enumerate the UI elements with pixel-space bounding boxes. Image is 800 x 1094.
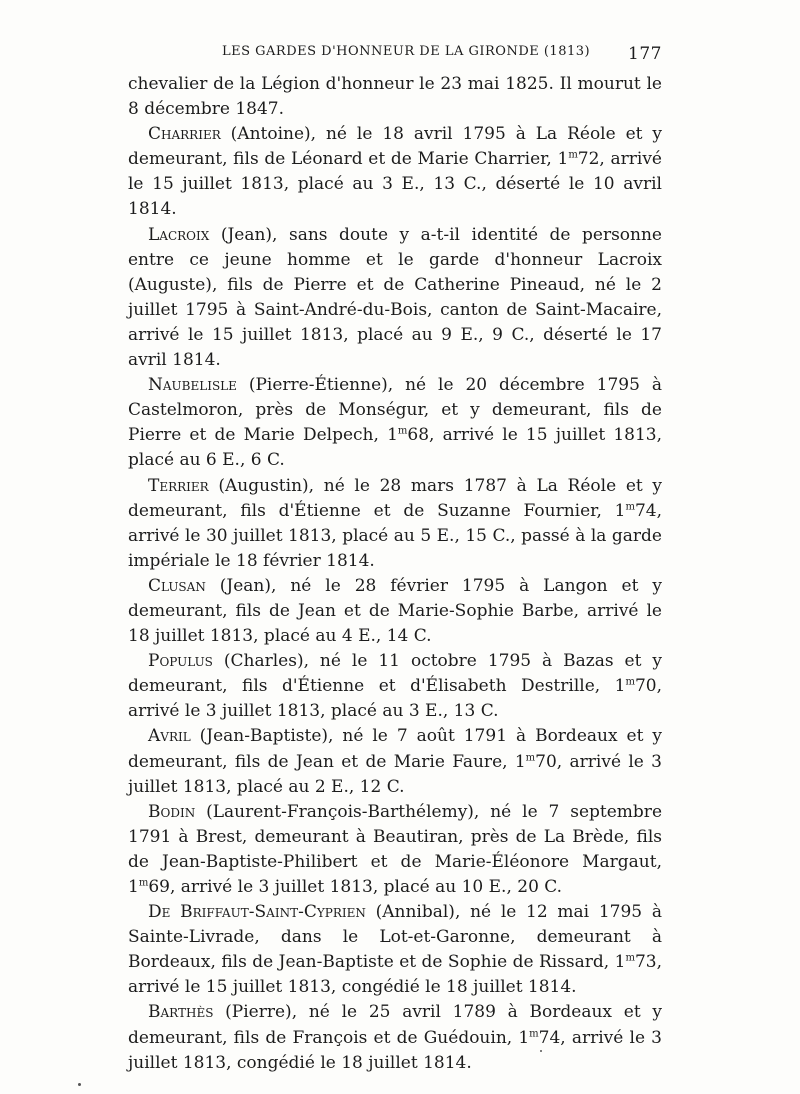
entry-sup: m <box>525 751 536 763</box>
entry-text-cont: 73, arrivé le 15 juillet 1813, congédié le 18 juillet 1814. <box>128 952 662 998</box>
entry-text: (Charles), né le 11 octobre 1795 à Bazas et y demeurant, fils d'Étienne et d'Élisabeth Destrille, 1 <box>128 651 662 697</box>
entry-text-cont: 74, arrivé le 30 juillet 1813, placé au 5 E., 15 C., passé à la garde impériale le 18 février 1814. <box>128 500 662 571</box>
entry-name: Lacroix <box>148 224 210 245</box>
text-body <box>128 72 662 1076</box>
entry-text-cont: 70, arrivé le 3 juillet 1813, placé au 2 E., 12 C. <box>128 751 662 797</box>
entry-name: Barthès <box>148 1002 214 1023</box>
entry-name: Populus <box>148 651 213 672</box>
entry-sup: m <box>138 877 149 889</box>
entry-name: Bodin <box>148 801 196 822</box>
entry-text: (Laurent-François-Barthélemy), né le 7 septembre 1791 à Brest, demeurant à Beautiran, près de La Brède, fils de Jean-Baptiste-Philibert et de Marie-Éléonore Margaut, 1 <box>128 801 662 897</box>
entry-paragraph <box>128 1000 662 1075</box>
entry-sup: m <box>625 952 635 964</box>
entry-text-cont: 69, arrivé le 3 juillet 1813, placé au 10 E., 20 C. <box>148 877 563 897</box>
entry-name: Clusan <box>148 575 206 596</box>
scan-speck <box>78 1083 81 1086</box>
entry-text: (Annibal), né le 12 mai 1795 à Sainte-Livrade, dans le Lot-et-Garonne, demeurant à Bordeaux, fils de Jean-Baptiste et de Sophie de Rissard, 1 <box>128 902 662 973</box>
entry-sup: m <box>625 676 635 688</box>
entry-paragraph <box>128 574 662 649</box>
entry-text: (Augustin), né le 28 mars 1787 à La Réole et y demeurant, fils d'Étienne et de Suzanne Fournier, 1 <box>128 475 662 521</box>
entry-paragraph <box>128 122 662 222</box>
entry-paragraph <box>128 900 662 1000</box>
entry-sup: m <box>568 149 578 161</box>
entry-text: (Antoine), né le 18 avril 1795 à La Réole et y demeurant, fils de Léonard et de Marie Charrier, 1 <box>128 124 662 170</box>
entry-name: Naubelisle <box>148 375 237 396</box>
entry-text-cont: 72, arrivé le 15 juillet 1813, placé au 3 E., 13 C., déserté le 10 avril 1814. <box>128 149 662 220</box>
entry-text: (Pierre-Étienne), né le 20 décembre 1795 à Castelmoron, près de Monségur, et y demeurant, fils de Pierre et de Marie Delpech, 1 <box>128 375 662 446</box>
entry-paragraph <box>128 474 662 574</box>
entry-paragraph <box>128 800 662 900</box>
entry-name: Charrier <box>148 124 221 145</box>
entry-text-cont: 70, arrivé le 3 juillet 1813, placé au 3 E., 13 C. <box>128 676 662 722</box>
entry-text: (Jean), sans doute y a-t-il identité de personne entre ce jeune homme et le garde d'honneur Lacroix (Auguste), fils de Pierre et de Catherine Pineaud, né le 2 juillet 1795 à Saint-André-du-Bois, canton de Saint-Macaire, arrivé le 15 juillet 1813, placé au 9 E., 9 C., déserté le 17 avril 1814. <box>128 224 662 371</box>
entry-paragraph <box>128 724 662 799</box>
entry-sup: m <box>625 500 635 512</box>
page-number: 177 <box>628 44 662 64</box>
entry-text: (Jean-Baptiste), né le 7 août 1791 à Bordeaux et y demeurant, fils de Jean et de Marie Faure, 1 <box>128 726 662 772</box>
scan-speck <box>540 1050 542 1052</box>
entry-sup: m <box>529 1027 539 1039</box>
entry-name: Avril <box>148 726 191 747</box>
entry-text-cont: 74, arrivé le 3 juillet 1813, congédié le 18 juillet 1814. <box>128 1027 662 1073</box>
entry-paragraph <box>128 223 662 374</box>
entry-text: (Pierre), né le 25 avril 1789 à Bordeaux et y demeurant, fils de François et de Guédouin, 1 <box>128 1002 662 1048</box>
entry-name: De Briffaut-Saint-Cyprien <box>148 902 366 923</box>
entry-sup: m <box>397 425 408 437</box>
running-title: LES GARDES D'HONNEUR DE LA GIRONDE (1813) <box>222 44 591 59</box>
entry-paragraph <box>128 373 662 473</box>
continuation-paragraph: chevalier de la Légion d'honneur le 23 mai 1825. Il mourut le 8 décembre 1847. <box>128 74 662 120</box>
entry-text-cont: 68, arrivé le 15 juillet 1813, placé au 6 E., 6 C. <box>128 425 662 471</box>
entry-name: Terrier <box>148 475 209 496</box>
entry-text: (Jean), né le 28 février 1795 à Langon et y demeurant, fils de Jean et de Marie-Sophie Barbe, arrivé le 18 juillet 1813, placé au 4 E., 14 C. <box>128 575 662 647</box>
entry-paragraph <box>128 649 662 724</box>
